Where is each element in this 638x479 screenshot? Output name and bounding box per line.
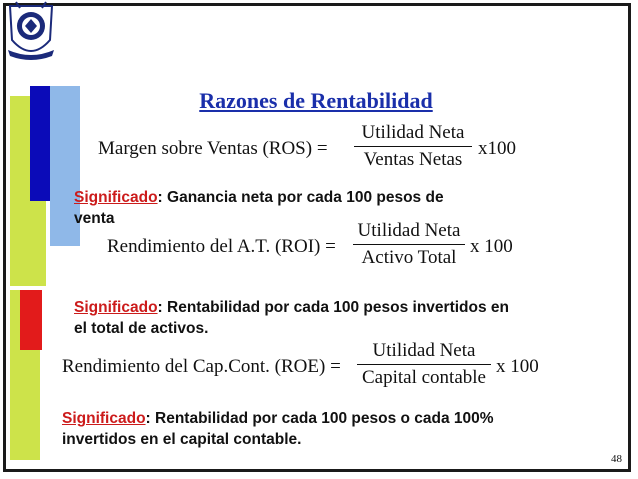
roe-formula-lhs: Rendimiento del Cap.Cont. (ROE) =	[62, 356, 341, 377]
roe-meaning	[62, 408, 494, 450]
ros-formula-lhs: Margen sobre Ventas (ROS) =	[98, 138, 328, 159]
page-title: Razones de Rentabilidad	[199, 88, 433, 113]
roi-meaning-line2: el total de activos.	[74, 320, 209, 337]
roi-meaning	[74, 297, 509, 339]
roe-numerator: Utilidad Neta	[357, 340, 491, 365]
roe-meaning-sep: :	[145, 410, 151, 427]
roi-numerator: Utilidad Neta	[353, 220, 465, 245]
ros-meaning-line1: Ganancia neta por cada 100 pesos de	[162, 189, 444, 206]
roe-meaning-label: Significado	[62, 410, 146, 427]
ros-fraction	[354, 122, 472, 171]
roi-meaning-line1: Rentabilidad por cada 100 pesos invertidos en	[162, 299, 509, 316]
ros-numerator: Utilidad Neta	[354, 122, 472, 147]
roi-multiplier: x 100	[470, 236, 513, 257]
roe-meaning-line2: invertidos en el capital contable.	[62, 431, 302, 448]
roi-formula-lhs: Rendimiento del A.T. (ROI) =	[107, 236, 336, 257]
decor-block-red	[20, 290, 42, 350]
roi-meaning-sep: :	[157, 299, 163, 316]
roe-fraction	[357, 340, 491, 389]
ros-multiplier: x100	[478, 138, 516, 159]
roe-meaning-line1: Rentabilidad por cada 100 pesos o cada 100%	[150, 410, 494, 427]
roi-meaning-label: Significado	[74, 299, 158, 316]
roe-multiplier: x 100	[496, 356, 539, 377]
roe-denominator: Capital contable	[362, 367, 486, 388]
roi-denominator: Activo Total	[361, 247, 457, 268]
university-crest-icon	[2, 0, 60, 64]
page-number: 48	[611, 453, 622, 465]
ros-denominator: Ventas Netas	[363, 149, 463, 170]
roi-fraction	[353, 220, 465, 269]
ros-meaning-label: Significado	[74, 189, 158, 206]
ros-meaning-sep: :	[157, 189, 163, 206]
ros-meaning-line2: venta	[74, 210, 115, 227]
